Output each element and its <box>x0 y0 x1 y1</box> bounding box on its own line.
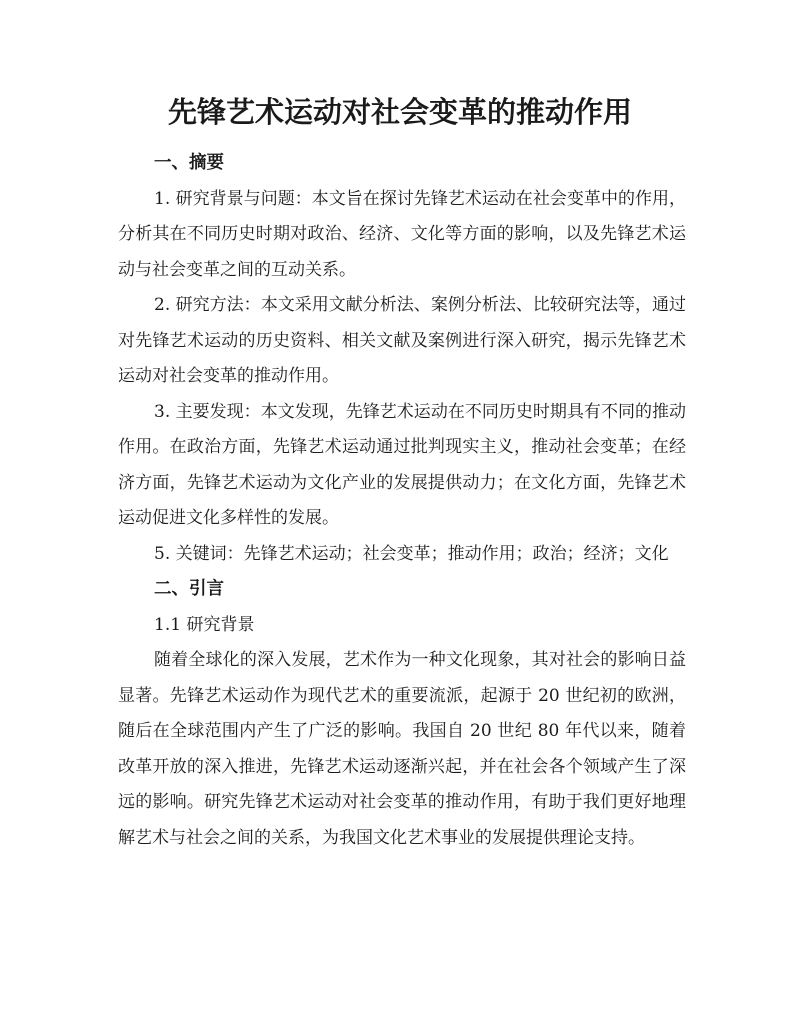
section-heading-abstract: 一、摘要 <box>154 153 224 173</box>
abstract-item-keywords: 5. 关键词：先锋艺术运动；社会变革；推动作用；政治；经济；文化 <box>154 543 669 564</box>
document-body <box>118 146 686 856</box>
introduction-paragraph: 随着全球化的深入发展，艺术作为一种文化现象，其对社会的影响日益显著。先锋艺术运动作为现代艺术的重要流派，起源于 20 世纪初的欧洲，随后在全球范围内产生了广泛的影响。我国自 20 世纪 80 年代以来，随着改革开放的深入推进，先锋艺术运动逐渐兴起，并在社会各个领域产生了深远的影响。研究先锋艺术运动对社会变革的推动作用，有助于我们更好地理解艺术与社会之间的关系，为我国文化艺术事业的发展提供理论支持。 <box>118 650 686 848</box>
abstract-item-methods: 2. 研究方法：本文采用文献分析法、案例分析法、比较研究法等，通过对先锋艺术运动的历史资料、相关文献及案例进行深入研究，揭示先锋艺术运动对社会变革的推动作用。 <box>118 295 686 386</box>
abstract-item-findings: 3. 主要发现：本文发现，先锋艺术运动在不同历史时期具有不同的推动作用。在政治方面，先锋艺术运动通过批判现实主义，推动社会变革；在经济方面，先锋艺术运动为文化产业的发展提供动力；在文化方面，先锋艺术运动促进文化多样性的发展。 <box>118 401 686 528</box>
abstract-item-background: 1. 研究背景与问题：本文旨在探讨先锋艺术运动在社会变革中的作用，分析其在不同历史时期对政治、经济、文化等方面的影响，以及先锋艺术运动与社会变革之间的互动关系。 <box>118 188 686 280</box>
subsection-heading-background: 1.1 研究背景 <box>154 614 255 635</box>
document-title: 先锋艺术运动对社会变革的推动作用 <box>167 95 632 129</box>
section-heading-introduction: 二、引言 <box>154 579 224 599</box>
